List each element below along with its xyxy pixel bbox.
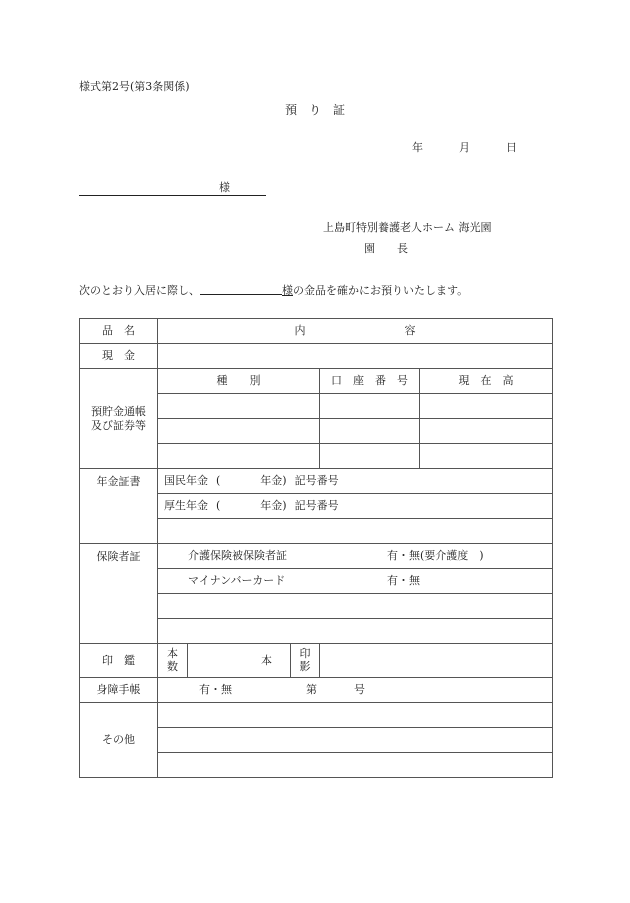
savings-balance-cell[interactable] (420, 419, 553, 444)
pension-extra-cell[interactable] (158, 519, 553, 544)
seal-count-label (158, 644, 188, 678)
insurance-extra-cell[interactable] (158, 594, 553, 619)
date-month-label: 月 (459, 141, 470, 154)
savings-label-line2: 及び証券等 (91, 418, 146, 432)
seal-impression-1: 印 (299, 646, 311, 660)
intro-before: 次のとおり入居に際し、 (79, 284, 200, 297)
disability-row (80, 678, 553, 703)
savings-type-cell[interactable] (158, 419, 320, 444)
insurance-label: 保険者証 (80, 544, 158, 644)
insurance-mynumber-cell[interactable] (158, 569, 553, 594)
other-row (80, 703, 553, 728)
other-cell[interactable] (158, 728, 553, 753)
pension-label: 年金証書 (80, 469, 158, 544)
pension-row (80, 469, 553, 494)
savings-label-line1: 預貯金通帳 (91, 405, 146, 419)
savings-account-cell[interactable] (320, 419, 420, 444)
insurance-mynumber-name: マイナンバーカード (188, 574, 286, 587)
pension-welfare-paren-close: 年金) (260, 499, 287, 513)
seal-label: 印 鑑 (80, 644, 158, 678)
pension-welfare-paren-open: ( (216, 499, 221, 513)
savings-type-cell[interactable] (158, 394, 320, 419)
savings-account-cell[interactable] (320, 444, 420, 469)
savings-header-row (80, 369, 553, 394)
intro-after: の金品を確かにお預りいたします。 (293, 284, 469, 297)
seal-impression-2: 影 (299, 659, 311, 673)
savings-col-account: 口 座 番 号 (320, 369, 420, 394)
pension-welfare-cell[interactable] (158, 494, 553, 519)
seal-count-unit: 本 (261, 653, 272, 667)
seal-row (80, 644, 553, 678)
seal-count-label-1: 本 (167, 646, 178, 660)
disability-no-prefix: 第 (306, 683, 317, 696)
savings-balance-cell[interactable] (420, 444, 553, 469)
issuer-facility: 上島町特別養護老人ホーム 海光園 (323, 221, 492, 234)
other-label: その他 (80, 703, 158, 778)
insurance-row (80, 544, 553, 569)
insurance-mynumber-status: 有・無 (387, 574, 420, 587)
seal-impression-label (291, 644, 320, 678)
other-cell[interactable] (158, 703, 553, 728)
pension-national-cell[interactable] (158, 469, 553, 494)
header-row (80, 319, 553, 344)
pension-welfare-number: 記号番号 (294, 499, 339, 513)
header-content: 内 容 (158, 319, 553, 344)
disability-cell[interactable] (158, 678, 553, 703)
savings-col-type: 種 別 (158, 369, 320, 394)
issuer-title: 園 長 (364, 242, 408, 255)
savings-balance-cell[interactable] (420, 394, 553, 419)
insurance-care-name: 介護保険被保険者証 (188, 549, 287, 562)
seal-impression-cell[interactable] (320, 644, 553, 678)
savings-type-cell[interactable] (158, 444, 320, 469)
pension-national-paren-open: ( (216, 474, 221, 488)
intro-sentence (79, 283, 468, 296)
header-item: 品 名 (80, 319, 158, 344)
pension-welfare-name: 厚生年金 (164, 499, 208, 513)
insurance-extra-cell[interactable] (158, 619, 553, 644)
cash-content-cell[interactable] (158, 344, 553, 369)
pension-national-paren-close: 年金) (260, 474, 287, 488)
document-title: 預 り 証 (285, 103, 346, 117)
cash-row (80, 344, 553, 369)
disability-status: 有・無 (199, 683, 232, 696)
pension-national-number: 記号番号 (294, 474, 339, 488)
other-cell[interactable] (158, 753, 553, 778)
pension-national-name: 国民年金 (164, 474, 208, 488)
insurance-care-cell[interactable] (158, 544, 553, 569)
date-day-label: 日 (506, 141, 517, 154)
disability-no-suffix: 号 (354, 683, 365, 696)
seal-count-cell[interactable] (188, 644, 291, 678)
intro-name-suffix: 様 (282, 284, 293, 297)
savings-account-cell[interactable] (320, 394, 420, 419)
insurance-care-status: 有・無(要介護度 ) (387, 549, 484, 562)
savings-col-balance: 現 在 高 (420, 369, 553, 394)
date-year-label: 年 (412, 141, 423, 154)
savings-label (80, 369, 158, 469)
addressee-name-line (79, 195, 266, 196)
intro-name-blank (200, 283, 282, 295)
seal-count-label-2: 数 (167, 659, 178, 673)
form-number: 様式第2号(第3条関係) (79, 80, 190, 93)
custody-items-table (79, 318, 553, 778)
cash-label: 現 金 (80, 344, 158, 369)
disability-label: 身障手帳 (80, 678, 158, 703)
addressee-suffix: 様 (219, 181, 230, 194)
